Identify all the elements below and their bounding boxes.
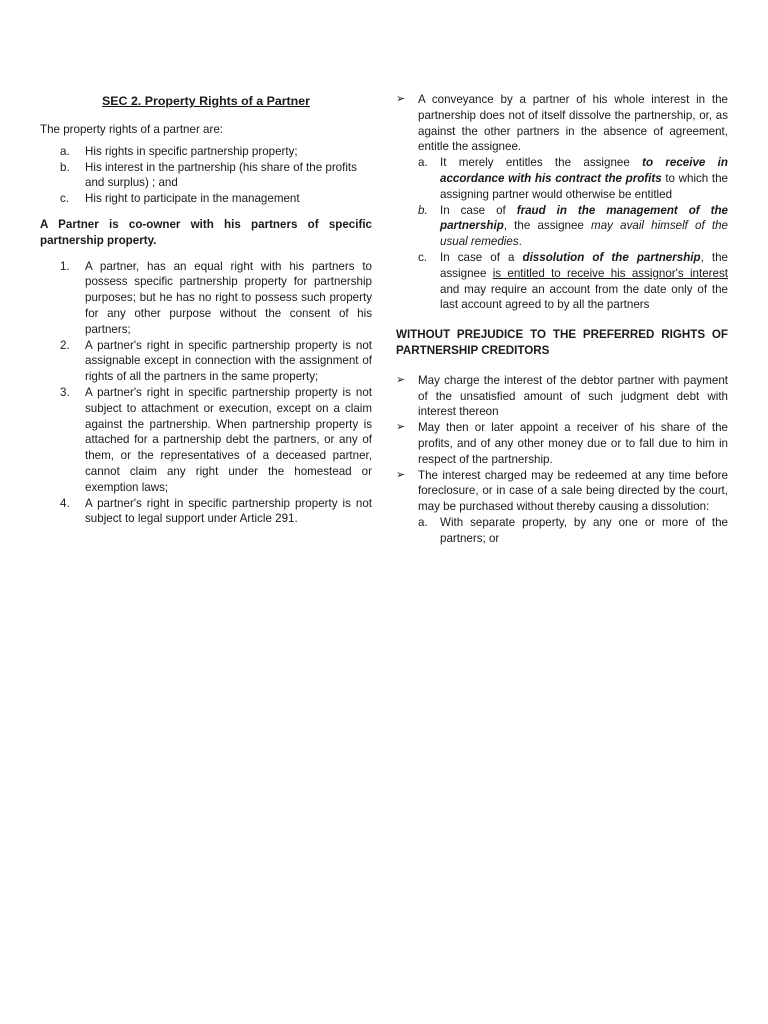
list-marker: b. — [418, 203, 428, 217]
list-item-text: A partner's right in specific partnership property is not subject to legal support under Article 291. — [85, 496, 372, 526]
right-column — [396, 92, 728, 547]
list-item — [418, 515, 728, 547]
conveyance-list — [396, 92, 728, 313]
list-item — [60, 191, 372, 207]
list-item-text: The interest charged may be redeemed at any time before foreclosure, or in case of a sale being directed by the court, may be purchased without thereby causing a dissolution: — [418, 468, 728, 514]
list-marker: 3. — [60, 385, 70, 399]
list-marker: b. — [60, 160, 70, 174]
list-item — [60, 496, 372, 528]
section-title: SEC 2. Property Rights of a Partner — [102, 94, 310, 108]
conveyance-text: A conveyance by a partner of his whole interest in the partnership does not of itself dissolve the partnership, or, as against the other partners in the absence of agreement, entitle the assignee. — [418, 93, 728, 154]
list-item-text: A partner's right in specific partnership property is not assignable except in connection with the assignment of rights of all the partners in the same property; — [85, 338, 372, 384]
list-item-text: to which the assigning partner would otherwise be entitled — [440, 171, 729, 201]
list-item — [396, 420, 728, 467]
list-item-text: . — [518, 235, 522, 249]
list-item-text: May charge the interest of the debtor partner with payment of the unsatisfied amount of such judgment debt with interest thereon — [418, 373, 728, 419]
property-rights-list — [60, 144, 372, 207]
list-item-text: With separate property, by any one or more of the partners; or — [440, 515, 728, 545]
list-item-text: May then or later appoint a receiver of his share of the profits, and of any other money due or to fall due to him in respect of the partnership. — [418, 421, 728, 466]
list-item-text: It merely entitles the assignee — [440, 156, 643, 170]
italic-text: may avail himself of the usual remedies — [440, 219, 728, 249]
list-marker: a. — [60, 144, 70, 158]
list-item — [396, 92, 728, 313]
intro-text: The property rights of a partner are: — [40, 123, 224, 136]
list-item — [418, 203, 728, 250]
emphasis-text: dissolution of the partnership — [522, 250, 701, 264]
list-item-text: His interest in the partnership (his share of the profits and surplus) ; and — [85, 160, 357, 190]
list-item-text: His rights in specific partnership property; — [85, 144, 298, 158]
list-item-text: , the assignee — [440, 250, 729, 280]
list-item-text: A partner's right in specific partnership property is not subject to attachment or execution, except on a claim against the partnership. When partnership property is attached for a partnership debt the partners, or any of them, or the representatives of a deceased partner, cannot claim any right under the homestead or exemption laws; — [85, 385, 372, 494]
arrow-bullet-icon: ➢ — [396, 93, 406, 105]
list-item — [396, 468, 728, 547]
list-item — [60, 160, 372, 192]
list-item — [60, 144, 372, 160]
co-owner-heading: A Partner is co-owner with his partners of specific partnership property. — [40, 217, 372, 247]
arrow-bullet-icon: ➢ — [396, 468, 406, 481]
list-marker: c. — [418, 250, 428, 264]
list-marker: c. — [60, 192, 70, 206]
emphasis-text: to receive in accordance with his contract the profits — [440, 156, 728, 185]
creditor-rights-list — [396, 373, 728, 547]
list-item-text: His right to participate in the management — [85, 192, 300, 206]
left-column — [40, 92, 372, 527]
assignee-rights-list — [418, 155, 728, 313]
co-owner-points-list — [60, 259, 372, 528]
list-item-text: In case of a — [440, 250, 523, 264]
list-item-text: , the assignee — [503, 219, 592, 233]
arrow-bullet-icon: ➢ — [396, 373, 406, 386]
list-item-text: A partner, has an equal right with his partners to possess specific partnership property for partnership purposes; but he has no right to possess such property for any other purpose without the consent of his partners; — [85, 259, 372, 336]
list-marker: a. — [418, 156, 428, 170]
list-item-text: In case of — [440, 203, 517, 217]
creditors-heading: WITHOUT PREJUDICE TO THE PREFERRED RIGHTS OF PARTNERSHIP CREDITORS — [396, 328, 728, 357]
redemption-list — [418, 515, 728, 547]
list-item — [418, 155, 728, 202]
list-item-text: and may require an account from the date only of the last account agreed to by all the partners — [440, 282, 728, 312]
underlined-text: is entitled to receive his assignor's interest — [492, 266, 728, 280]
list-item — [60, 385, 372, 496]
list-marker: a. — [418, 515, 428, 529]
list-item — [60, 259, 372, 338]
list-marker: 1. — [60, 259, 70, 273]
list-item — [396, 373, 728, 420]
emphasis-text: fraud in the management of the partnership — [440, 203, 728, 233]
list-marker: 2. — [60, 338, 70, 352]
list-item — [418, 250, 728, 313]
list-item — [60, 338, 372, 385]
list-marker: 4. — [60, 496, 70, 510]
arrow-bullet-icon: ➢ — [396, 421, 406, 434]
